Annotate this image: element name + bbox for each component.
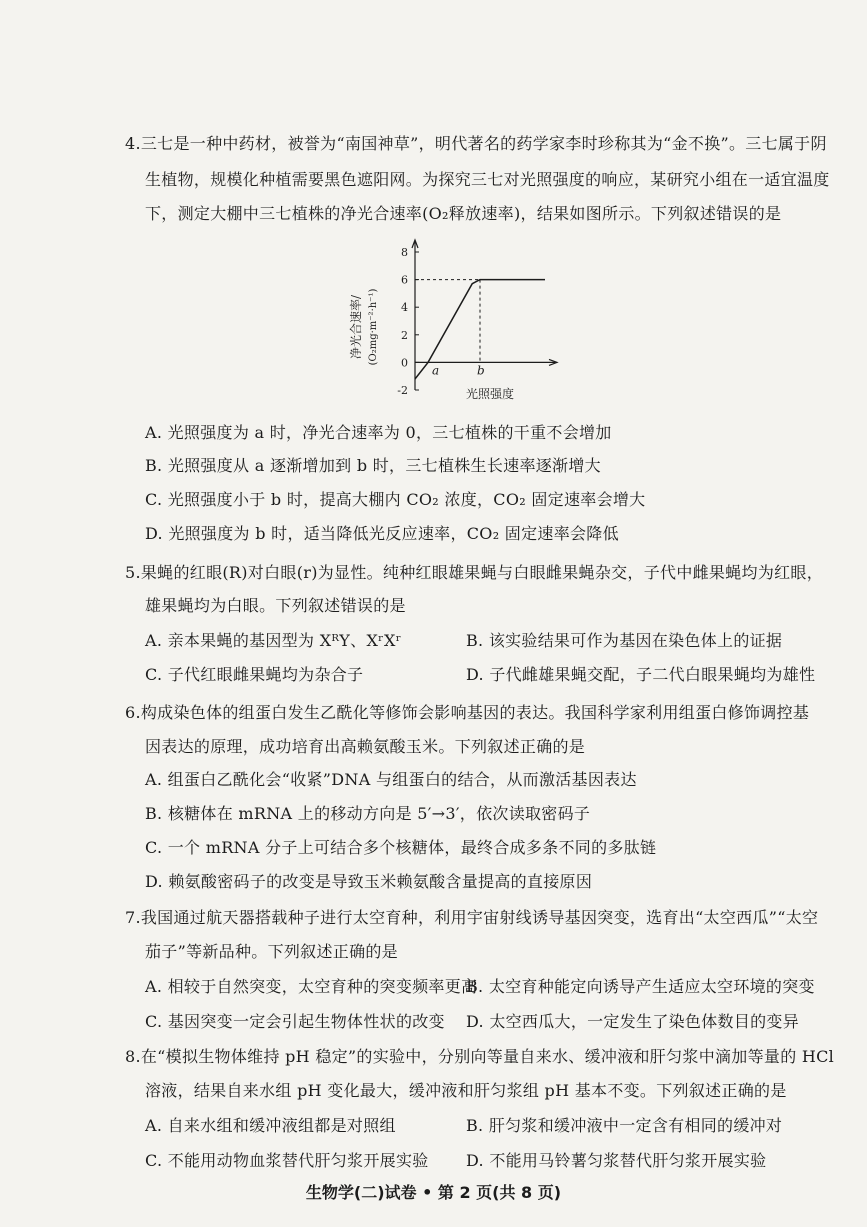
q7-option-b: B. 太空育种能定向诱导产生适应太空环境的突变 xyxy=(466,977,815,996)
q4-stem-line1: 4.三七是一种中药材，被誉为“南国神草”，明代著名的药学家李时珍称其为“金不换”。三七属于阴 xyxy=(125,134,827,153)
y-tick-label: 0 xyxy=(401,356,408,370)
q7-option-d: D. 太空西瓜大，一定发生了染色体数目的变异 xyxy=(466,1012,800,1031)
y-tick-label: -2 xyxy=(397,384,408,397)
q8-option-c: C. 不能用动物血浆替代肝匀浆开展实验 xyxy=(145,1151,429,1170)
q4-stem-line3: 下，测定大棚中三七植株的净光合速率(O₂释放速率)，结果如图所示。下列叙述错误的是 xyxy=(145,204,782,223)
q5-option-d: D. 子代雌雄果蝇交配，子二代白眼果蝇均为雄性 xyxy=(466,665,816,684)
q5-option-a: A. 亲本果蝇的基因型为 XᴿY、XʳXʳ xyxy=(145,631,402,650)
q5-stem-line2: 雄果蝇均为白眼。下列叙述错误的是 xyxy=(145,596,406,615)
q4-stem-line2: 生植物，规模化种植需要黑色遮阳网。为探究三七对光照强度的响应，某研究小组在一适宜温度 xyxy=(145,170,830,189)
q4-option-a: A. 光照强度为 a 时，净光合速率为 0，三七植株的干重不会增加 xyxy=(145,423,612,442)
q6-option-d: D. 赖氨酸密码子的改变是导致玉米赖氨酸含量提高的直接原因 xyxy=(145,872,593,891)
q6-stem-line2: 因表达的原理，成功培育出高赖氨酸玉米。下列叙述正确的是 xyxy=(145,737,586,756)
q5-option-c: C. 子代红眼雌果蝇均为杂合子 xyxy=(145,665,364,684)
q7-stem-line1: 7.我国通过航天器搭载种子进行太空育种，利用宇宙射线诱导基因突变，选育出“太空西瓜”“太空 xyxy=(125,908,819,927)
q8-option-d: D. 不能用马铃薯匀浆替代肝匀浆开展实验 xyxy=(466,1151,767,1170)
q6-stem-line1: 6.构成染色体的组蛋白发生乙酰化等修饰会影响基因的表达。我国科学家利用组蛋白修饰调控基 xyxy=(125,703,810,722)
q6-option-a: A. 组蛋白乙酰化会“收紧”DNA 与组蛋白的结合，从而激活基因表达 xyxy=(145,770,637,789)
chart-plot-area xyxy=(397,240,557,397)
q8-option-b: B. 肝匀浆和缓冲液中一定含有相同的缓冲对 xyxy=(466,1116,783,1135)
y-tick-label: 4 xyxy=(401,301,408,315)
q4-option-d: D. 光照强度为 b 时，适当降低光反应速率，CO₂ 固定速率会降低 xyxy=(145,524,619,543)
q6-option-c: C. 一个 mRNA 分子上可结合多个核糖体，最终合成多条不同的多肽链 xyxy=(145,838,657,857)
page-footer: 生物学(二)试卷 • 第 2 页(共 8 页) xyxy=(305,1183,562,1202)
q5-stem-line1: 5.果蝇的红眼(R)对白眼(r)为显性。纯种红眼雄果蝇与白眼雌果蝇杂交，子代中雌果蝇均为红眼， xyxy=(125,563,824,582)
q8-option-a: A. 自来水组和缓冲液组都是对照组 xyxy=(145,1116,396,1135)
q7-option-c: C. 基因突变一定会引起生物体性状的改变 xyxy=(145,1012,445,1031)
y-tick-label: 2 xyxy=(401,328,408,342)
q4-option-c: C. 光照强度小于 b 时，提高大棚内 CO₂ 浓度，CO₂ 固定速率会增大 xyxy=(145,490,646,509)
chart-svg xyxy=(340,232,570,407)
q7-stem-line2: 茄子”等新品种。下列叙述正确的是 xyxy=(145,942,398,961)
q8-stem-line1: 8.在“模拟生物体维持 pH 稳定”的实验中，分别向等量自来水、缓冲液和肝匀浆中滴加等量的 HCl xyxy=(125,1047,835,1066)
x-axis-label: 光照强度 xyxy=(465,387,515,401)
y-axis-label-line2: (O₂mg·m⁻²·h⁻¹) xyxy=(368,288,379,366)
x-marker-b: b xyxy=(477,363,485,378)
y-tick-label: 8 xyxy=(401,246,408,259)
y-axis-label-line1: 净光合速率/ xyxy=(349,294,363,360)
q7-option-a: A. 相较于自然突变，太空育种的突变频率更高 xyxy=(145,977,478,996)
q8-stem-line2: 溶液，结果自来水组 pH 变化最大，缓冲液和肝匀浆组 pH 基本不变。下列叙述正确的是 xyxy=(145,1081,787,1100)
net-photosynthesis-chart xyxy=(340,232,570,407)
q6-option-b: B. 核糖体在 mRNA 上的移动方向是 5′→3′，依次读取密码子 xyxy=(145,804,591,823)
y-tick-label: 6 xyxy=(401,273,408,287)
x-marker-a: a xyxy=(432,363,440,378)
q5-option-b: B. 该实验结果可作为基因在染色体上的证据 xyxy=(466,631,783,650)
q4-option-b: B. 光照强度从 a 逐渐增加到 b 时，三七植株生长速率逐渐增大 xyxy=(145,456,601,475)
